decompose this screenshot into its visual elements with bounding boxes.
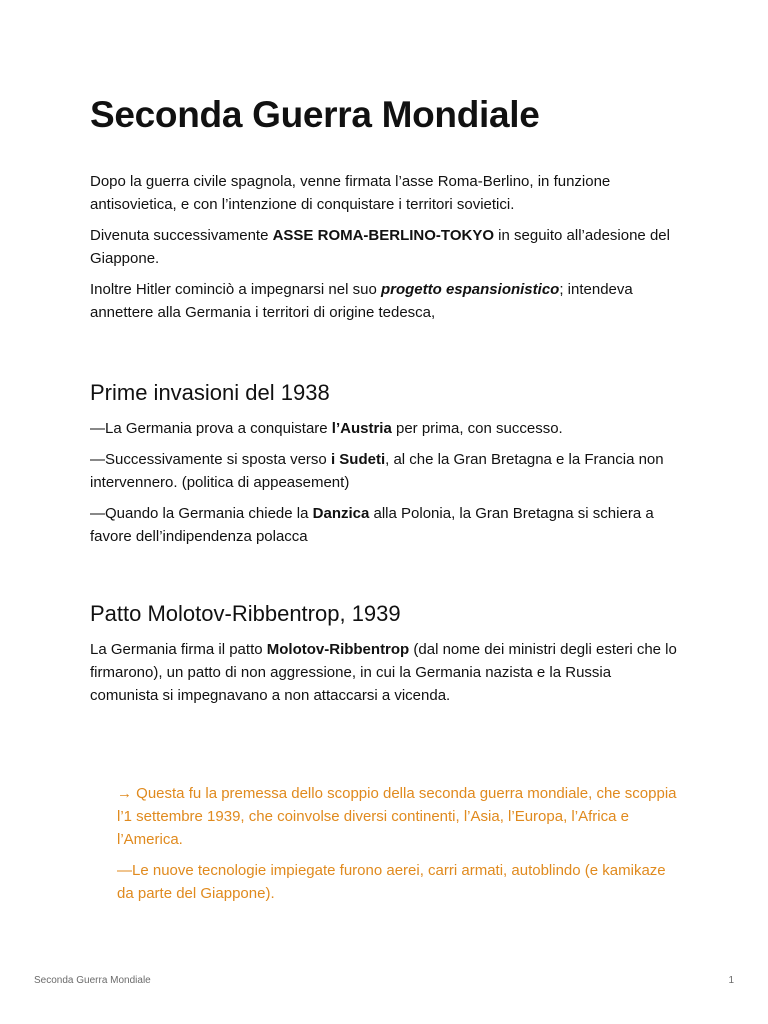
intro-paragraph-3: [90, 278, 680, 324]
text-run: —Quando la Germania chiede la: [90, 505, 313, 522]
emphasis-text: progetto espansionistico: [380, 281, 560, 298]
intro-paragraph-1: [90, 170, 680, 216]
section1-paragraph-3: [90, 502, 680, 548]
section-patto-molotov: [90, 600, 680, 707]
text-run: per prima, con successo.: [391, 420, 563, 437]
section2-paragraph-1: [90, 638, 680, 707]
text-run: La Germania firma il patto: [90, 641, 267, 658]
intro-paragraph-2: [90, 224, 680, 270]
text-run: alla Polonia, la Gran Bretagna si schiera a favore dell’indipendenza polacca: [90, 505, 654, 545]
text-run: in seguito all’adesione del Giappone.: [90, 227, 670, 267]
text-run: —La Germania prova a conquistare: [90, 420, 332, 437]
section-prime-invasioni: [90, 379, 680, 548]
section-heading: Patto Molotov-Ribbentrop, 1939: [90, 601, 401, 626]
callout-paragraph-1: [117, 782, 677, 851]
section-body: [90, 417, 680, 548]
text-run: Divenuta successivamente: [90, 227, 273, 244]
section-body: [90, 638, 680, 707]
text-run: —Successivamente si sposta verso: [90, 451, 331, 468]
emphasis-text: Danzica: [312, 505, 370, 522]
text-run: → Questa fu la premessa dello scoppio della seconda guerra mondiale, che scoppia l’1 settembre 1939, che coinvolse diversi continenti, l’Asia, l’Europa, l’Africa e l’America.: [117, 785, 677, 848]
text-run: Dopo la guerra civile spagnola, venne firmata l’asse Roma-Berlino, in funzione antisovietica, e con l’intenzione di conquistare i territori sovietici.: [90, 173, 611, 213]
text-run: ; intendeva annettere alla Germania i territori di origine tedesca,: [90, 281, 633, 321]
text-run: —Le nuove tecnologie impiegate furono aerei, carri armati, autoblindo (e kamikaze da parte del Giappone).: [117, 862, 666, 902]
callout-paragraph-2: [117, 859, 677, 905]
section1-paragraph-2: [90, 448, 680, 494]
text-run: (dal nome dei ministri degli esteri che lo firmarono), un patto di non aggressione, in cui la Germania nazista e la Russia comunista si impegnavano a non attaccarsi a vicenda.: [90, 641, 677, 704]
footer-page-number: 1: [728, 975, 734, 986]
section-heading: Prime invasioni del 1938: [90, 380, 330, 405]
text-run: , al che la Gran Bretagna e la Francia non intervennero. (politica di appeasement): [90, 451, 664, 491]
emphasis-text: i Sudeti: [330, 451, 386, 468]
section1-paragraph-1: [90, 417, 680, 440]
emphasis-text: Molotov-Ribbentrop: [266, 641, 410, 658]
intro-section: [90, 170, 680, 324]
text-run: Inoltre Hitler cominciò a impegnarsi nel suo: [90, 281, 381, 298]
emphasis-text: ASSE ROMA-BERLINO-TOKYO: [272, 227, 494, 244]
footer-document-title: Seconda Guerra Mondiale: [34, 975, 151, 986]
highlight-callout: [117, 782, 677, 905]
page-title: Seconda Guerra Mondiale: [90, 94, 540, 135]
emphasis-text: l’Austria: [331, 420, 392, 437]
